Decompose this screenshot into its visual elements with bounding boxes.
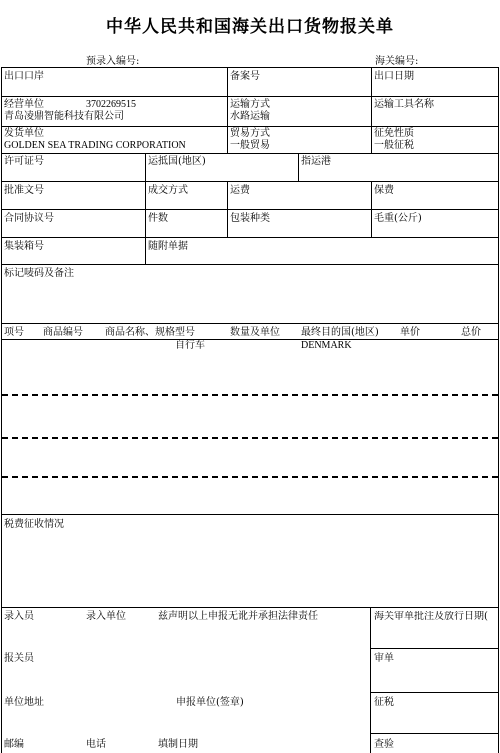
dest-port-label: 指运港: [301, 156, 331, 167]
levy-nature-label: 征免性质: [374, 128, 414, 139]
fill-date-label: 填制日期: [158, 739, 198, 750]
review-label: 审单: [374, 653, 394, 664]
insurance-label: 保费: [374, 185, 394, 196]
unit-address-label: 单位地址: [4, 697, 44, 708]
shipper-label: 发货单位: [4, 128, 44, 139]
freight-label: 运费: [230, 185, 250, 196]
total-price-header: 总价: [461, 327, 481, 338]
transport-tool-label: 运输工具名称: [374, 99, 434, 110]
entry-clerk-label: 录入员: [4, 611, 34, 622]
record-no-label: 备案号: [230, 71, 260, 82]
unit-price-header: 单价: [400, 327, 420, 338]
marks-label: 标记唛码及备注: [4, 268, 74, 279]
dest-country-header: 最终目的国(地区): [301, 327, 379, 338]
customs-no-label: 海关编号:: [375, 56, 419, 67]
trade-mode-value: 一般贸易: [230, 140, 270, 151]
declaring-unit-label: 申报单位(签章): [176, 697, 244, 708]
goods-name: 自行车: [175, 340, 205, 351]
form-title: 中华人民共和国海关出口货物报关单: [106, 17, 394, 37]
goods-code-header: 商品编号: [43, 327, 83, 338]
pre-entry-no-label: 预录入编号:: [86, 56, 140, 67]
contract-label: 合同协议号: [4, 213, 54, 224]
shipper-name: GOLDEN SEA TRADING CORPORATION: [4, 140, 186, 151]
operator-code: 3702269515: [86, 99, 136, 110]
dest-country-label: 运抵国(地区): [148, 156, 206, 167]
documents-label: 随附单据: [148, 241, 188, 252]
deal-mode-label: 成交方式: [148, 185, 188, 196]
container-label: 集装箱号: [4, 241, 44, 252]
goods-name-header: 商品名称、规格型号: [105, 327, 195, 338]
declaration-text: 兹声明以上申报无讹并承担法律责任: [158, 611, 318, 622]
entry-unit-label: 录入单位: [86, 611, 126, 622]
qty-unit-header: 数量及单位: [230, 327, 280, 338]
declarant-label: 报关员: [4, 653, 34, 664]
item-no-header: 项号: [4, 327, 24, 338]
export-port-label: 出口口岸: [4, 71, 44, 82]
package-label: 包装种类: [230, 213, 270, 224]
export-date-label: 出口日期: [374, 71, 414, 82]
trade-mode-label: 贸易方式: [230, 128, 270, 139]
approval-label: 批准文号: [4, 185, 44, 196]
gross-weight-label: 毛重(公斤): [374, 213, 422, 224]
transport-mode-value: 水路运输: [230, 111, 270, 122]
phone-label: 电话: [86, 739, 106, 750]
tax-label: 税费征收情况: [4, 519, 64, 530]
pieces-label: 件数: [148, 213, 168, 224]
postcode-label: 邮编: [4, 739, 24, 750]
operator-label: 经营单位: [4, 99, 44, 110]
transport-mode-label: 运输方式: [230, 99, 270, 110]
levy-label: 征税: [374, 697, 394, 708]
levy-nature-value: 一般征税: [374, 140, 414, 151]
goods-destination: DENMARK: [301, 340, 352, 351]
customs-approval-label: 海关审单批注及放行日期(: [374, 611, 488, 622]
license-label: 许可证号: [4, 156, 44, 167]
inspection-label: 查验: [374, 739, 394, 750]
operator-name: 青岛凌鼎智能科技有限公司: [4, 111, 124, 122]
